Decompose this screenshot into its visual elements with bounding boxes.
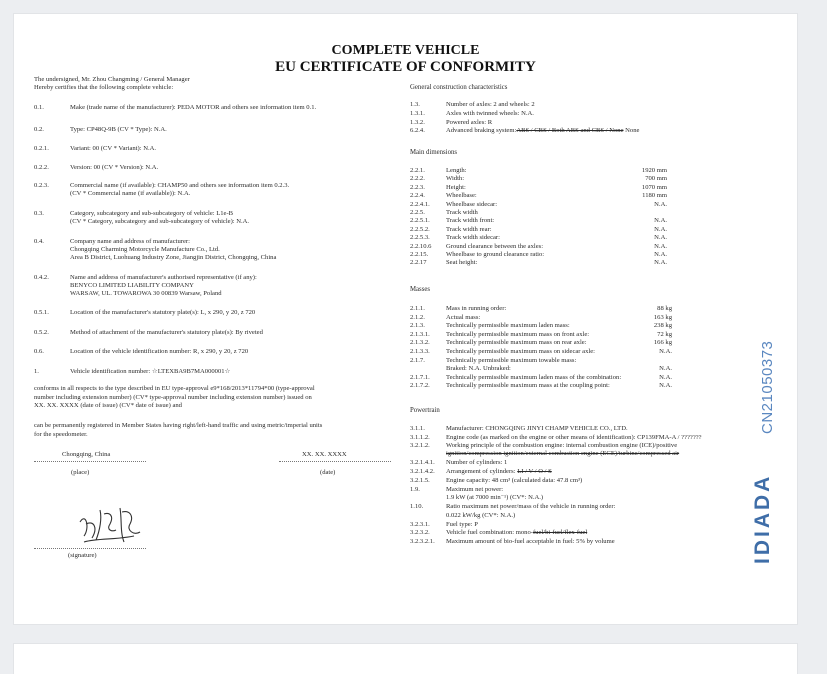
dimension-row-number: 2.2.3. bbox=[410, 183, 425, 191]
dimension-row-value: N.A. bbox=[654, 200, 667, 208]
dimension-row-value: N.A. bbox=[654, 234, 667, 242]
item-text: Category, subcategory and sub-subcategory of vehicle: L1e-B bbox=[70, 210, 234, 217]
mass-row-label: Technically permissible maximum towable mass: bbox=[446, 356, 577, 364]
mass-row-label: Technically permissible maximum mass on sidecar axle: bbox=[446, 348, 595, 355]
mass-row-value: N.A. bbox=[659, 348, 672, 355]
powertrain-row-number: 1.9. bbox=[410, 485, 420, 493]
general-row-number: 1.3.1. bbox=[410, 109, 425, 117]
mass-row-number: 2.1.7.1. bbox=[410, 373, 430, 381]
item-text: Method of attachment of the manufacturer's statutory plate(s): By riveted bbox=[70, 329, 263, 336]
powertrain-row-label: Engine capacity: 48 cm³ (calculated data: 47.8 cm³) bbox=[446, 477, 583, 484]
general-row-number: 1.3.2. bbox=[410, 118, 425, 126]
item-text: BENYCO LIMITED LIABILITY COMPANY bbox=[70, 282, 194, 290]
powertrain-row-number: 3.2.1.4.2. bbox=[410, 468, 435, 475]
dimension-row-number: 2.2.2. bbox=[410, 175, 425, 183]
general-row-label: Powered axles: R bbox=[446, 118, 493, 126]
date-label: (date) bbox=[320, 469, 336, 476]
powertrain-row-label: Vehicle fuel combination: mono-fuel/bi-fuel/flex-fuel bbox=[446, 529, 588, 536]
dimension-row-number: 2.2.15. bbox=[410, 251, 429, 258]
powertrain-row-number: 3.1.1.2. bbox=[410, 433, 430, 441]
item-text: Location of the vehicle identification number: R, x 290, y 20, z 720 bbox=[70, 348, 249, 355]
powertrain-row-label: 0.022 kW/kg (CV*: N.A.) bbox=[446, 511, 516, 519]
dimension-row-value: 1070 mm bbox=[641, 183, 667, 191]
powertrain-row-number: 3.2.3.2.1. bbox=[410, 538, 435, 545]
item-number: 0.2.2. bbox=[34, 164, 49, 171]
next-page-edge bbox=[14, 644, 797, 674]
section-title-general: General construction characteristics bbox=[410, 84, 508, 91]
mass-row-label: Mass in running order: bbox=[446, 305, 507, 312]
powertrain-row-label: Ratio maximum net power/mass of the vehicle in running order: bbox=[446, 503, 616, 510]
mass-row-number: 2.1.3.3. bbox=[410, 348, 430, 355]
powertrain-row-number: 3.2.3.1. bbox=[410, 520, 430, 528]
powertrain-row-struck-options: fuel/bi-fuel/flex-fuel bbox=[532, 529, 588, 536]
date-line bbox=[279, 461, 391, 462]
general-row-label: Axles with twinned wheels: N.A. bbox=[446, 109, 534, 117]
intro-line: Hereby certifies that the following complete vehicle: bbox=[34, 84, 174, 91]
mass-row-value: N.A. bbox=[659, 365, 672, 373]
general-row-label: Number of axles: 2 and wheels: 2 bbox=[446, 101, 535, 108]
powertrain-row-label bbox=[446, 450, 679, 458]
dimension-row-label: Track width front: bbox=[446, 217, 495, 225]
item-text: Area B District, Luohuang Industry Zone, Jiangjin District, Chongqing, China bbox=[70, 254, 277, 262]
registration-line: can be permanently registered in Member States having right/left-hand traffic and using metric/imperial units bbox=[34, 422, 323, 429]
watermark-logo: IDIADA bbox=[751, 473, 774, 564]
registration-line: for the speedometer. bbox=[34, 430, 88, 438]
mass-row-number: 2.1.1. bbox=[410, 305, 425, 312]
mass-row-label: Technically permissible maximum mass on rear axle: bbox=[446, 339, 587, 347]
dimension-row-label: Track width bbox=[446, 209, 478, 216]
place-line bbox=[34, 461, 146, 462]
item-number: 1. bbox=[34, 368, 39, 375]
place-value: Chongqing, China bbox=[62, 451, 111, 458]
mass-row-value: N.A. bbox=[659, 382, 672, 390]
powertrain-row-label: Manufacturer: CHONGQING JINYI CHAMP VEHICLE CO., LTD. bbox=[446, 425, 628, 432]
certificate-page bbox=[14, 14, 797, 624]
powertrain-row-number: 3.2.1.2. bbox=[410, 442, 430, 449]
dimension-row-number: 2.2.5.2. bbox=[410, 225, 430, 233]
dimension-row-number: 2.2.10.6 bbox=[410, 242, 432, 250]
powertrain-row-label: Engine code (as marked on the engine or other means of identification): CP139FMA-A / ??????? bbox=[446, 433, 702, 441]
mass-row-value: 72 kg bbox=[657, 330, 672, 338]
item-text: Variant: 00 (CV * Variant): N.A. bbox=[70, 145, 157, 152]
dimension-row-number: 2.2.5. bbox=[410, 209, 425, 216]
conformity-line: XX. XX. XXXX (date of issue) (CV* date of issue) and bbox=[34, 402, 182, 410]
mass-row-value: 163 kg bbox=[653, 313, 672, 321]
dimension-row-number: 2.2.5.3. bbox=[410, 234, 430, 242]
item-text: Location of the manufacturer's statutory plate(s): L, x 290, y 20, z 720 bbox=[70, 309, 256, 316]
page-title: COMPLETE VEHICLE bbox=[331, 43, 480, 58]
item-number: 0.5.1. bbox=[34, 309, 49, 316]
item-text: (CV * Category, subcategory and sub-subcategory of vehicle): N.A. bbox=[70, 218, 250, 226]
mass-row-label: Technically permissible maximum mass on front axle: bbox=[446, 330, 590, 338]
dimension-row-number: 2.2.1. bbox=[410, 167, 425, 174]
mass-row-value: 166 kg bbox=[653, 339, 672, 347]
mass-row-label: Technically permissible maximum mass at the coupling point: bbox=[446, 382, 610, 390]
item-number: 0.2. bbox=[34, 126, 44, 133]
general-row-number: 1.3. bbox=[410, 101, 420, 108]
item-number: 0.4. bbox=[34, 238, 44, 245]
dimension-row-label: Track width sidecar: bbox=[446, 234, 500, 242]
powertrain-row-number: 3.2.3.2. bbox=[410, 529, 430, 536]
mass-row-number: 2.1.7.2. bbox=[410, 382, 430, 390]
mass-row-value: 88 kg bbox=[657, 305, 672, 312]
powertrain-row-number: 3.2.1.4.1. bbox=[410, 459, 435, 466]
dimension-row-label: Wheelbase sidecar: bbox=[446, 200, 498, 208]
dimension-row-value: 1180 mm bbox=[642, 192, 667, 200]
dimension-row-label: Track width rear: bbox=[446, 225, 492, 233]
date-value: XX. XX. XXXX bbox=[302, 451, 347, 458]
signature-image bbox=[76, 502, 146, 546]
dimension-row-value: N.A. bbox=[654, 217, 667, 225]
place-label: (place) bbox=[71, 469, 90, 476]
dimension-row-value: 700 mm bbox=[645, 175, 667, 183]
dimension-row-value: N.A. bbox=[654, 251, 667, 258]
dimension-row-value: N.A. bbox=[654, 225, 667, 233]
section-title-masses: Masses bbox=[410, 286, 431, 293]
item-text: Version: 00 (CV * Version): N.A. bbox=[70, 164, 159, 171]
mass-row-value: N.A. bbox=[659, 373, 672, 381]
powertrain-row-label: Working principle of the combustion engine: internal combustion engine (ICE)/positive bbox=[446, 442, 678, 449]
general-row-struck-options: ABS / CBS / Both ABS and CBS / None bbox=[516, 127, 624, 135]
dimension-row-label: Seat height: bbox=[446, 259, 478, 267]
conformity-line: number including extension number) (CV* type-approval number including extension number) issued on bbox=[34, 393, 312, 401]
mass-row-number: 2.1.3.2. bbox=[410, 339, 430, 347]
mass-row-value: 238 kg bbox=[653, 322, 672, 330]
item-number: 0.2.3. bbox=[34, 182, 49, 189]
item-number: 0.3. bbox=[34, 210, 44, 217]
mass-row-label: Actual mass: bbox=[446, 313, 481, 321]
conformity-line: conforms in all respects to the type described in EU type-approval e9*168/2013*11794*00 (type-approval bbox=[34, 385, 315, 392]
powertrain-row-label: Number of cylinders: 1 bbox=[446, 459, 508, 466]
dimension-row-value: N.A. bbox=[654, 242, 667, 250]
mass-row-label: Technically permissible maximum laden mass of the combination: bbox=[446, 373, 622, 381]
dimension-row-label: Wheelbase to ground clearance ratio: bbox=[446, 251, 545, 258]
item-number: 0.6. bbox=[34, 348, 44, 355]
powertrain-row-label: 1.9 kW (at 7000 min⁻¹) (CV*: N.A.) bbox=[446, 494, 544, 501]
item-text: Vehicle identification number: ☆LTEXBA9B7MA000001☆ bbox=[70, 368, 231, 375]
section-title-powertrain: Powertrain bbox=[410, 407, 440, 414]
general-row-label: Advanced braking system:ABS / CBS / Both ABS and CBS / None None bbox=[446, 127, 640, 135]
item-text: Name and address of manufacturer's authorised representative (if any): bbox=[70, 274, 257, 281]
signature-line bbox=[34, 548, 146, 549]
mass-row-label: Technically permissible maximum laden mass: bbox=[446, 322, 570, 330]
powertrain-row-label: Maximum amount of bio-fuel acceptable in fuel: 5% by volume bbox=[446, 538, 615, 545]
powertrain-row-label: Fuel type: P bbox=[446, 520, 478, 528]
dimension-row-label: Wheelbase: bbox=[446, 192, 477, 200]
mass-row-label: Braked: N.A. Unbraked: bbox=[446, 365, 511, 373]
intro-line: The undersigned, Mr. Zhou Changming / General Manager bbox=[34, 76, 190, 83]
powertrain-row-struck-options: LI / V / O / S bbox=[517, 468, 552, 475]
item-text: Chongqing Charming Motorcycle Manufacture Co., Ltd. bbox=[70, 246, 220, 254]
mass-row-number: 2.1.2. bbox=[410, 313, 425, 321]
item-number: 0.4.2. bbox=[34, 274, 49, 281]
mass-row-number: 2.1.3.1. bbox=[410, 330, 430, 338]
powertrain-row-label: Arrangement of cylinders: LI / V / O / S bbox=[446, 468, 552, 475]
dimension-row-number: 2.2.5.1. bbox=[410, 217, 430, 225]
dimension-row-value: N.A. bbox=[654, 259, 667, 267]
signature-label: (signature) bbox=[68, 552, 97, 559]
item-text: Make (trade name of the manufacturer): PEDA MOTOR and others see information item 0.1. bbox=[70, 104, 317, 111]
item-text: WARSAW, UL. TOWAROWA 30 00839 Warsaw, Poland bbox=[70, 290, 222, 298]
mass-row-number: 2.1.3. bbox=[410, 322, 425, 330]
powertrain-row-label: Maximum net power: bbox=[446, 485, 504, 493]
item-text: (CV * Commercial name (if available)): N.A. bbox=[70, 190, 191, 198]
dimension-row-value: 1920 mm bbox=[641, 167, 667, 174]
watermark-code: CN21050373 bbox=[759, 340, 776, 434]
dimension-row-label: Ground clearance between the axles: bbox=[446, 242, 544, 250]
item-number: 0.1. bbox=[34, 104, 44, 111]
item-number: 0.2.1. bbox=[34, 145, 49, 152]
dimension-row-label: Length: bbox=[446, 167, 467, 174]
dimension-row-number: 2.2.4.1. bbox=[410, 200, 430, 208]
item-text: Company name and address of manufacturer: bbox=[70, 238, 190, 245]
powertrain-row-number: 1.10. bbox=[410, 503, 424, 510]
dimension-row-number: 2.2.4. bbox=[410, 192, 425, 200]
page-subtitle: EU CERTIFICATE OF CONFORMITY bbox=[275, 59, 536, 75]
dimension-row-number: 2.2.17 bbox=[410, 259, 427, 267]
general-row-selected: None bbox=[623, 127, 640, 135]
powertrain-row-struck-options: ignition/compression ignition/external combustion engine (ECE)/turbine/compressed air bbox=[446, 450, 680, 457]
dimension-row-label: Width: bbox=[446, 175, 465, 183]
section-title-dimensions: Main dimensions bbox=[410, 149, 458, 156]
dimension-row-label: Height: bbox=[446, 183, 466, 191]
powertrain-row-number: 3.1.1. bbox=[410, 425, 425, 432]
item-text: Commercial name (if available): CHAMP50 and others see information item 0.2.3. bbox=[70, 182, 290, 189]
item-number: 0.5.2. bbox=[34, 329, 49, 336]
general-row-number: 6.2.4. bbox=[410, 127, 425, 135]
powertrain-row-number: 3.2.1.5. bbox=[410, 477, 430, 484]
mass-row-number: 2.1.7. bbox=[410, 356, 425, 364]
item-text: Type: CP48Q-9B (CV * Type): N.A. bbox=[70, 126, 167, 133]
